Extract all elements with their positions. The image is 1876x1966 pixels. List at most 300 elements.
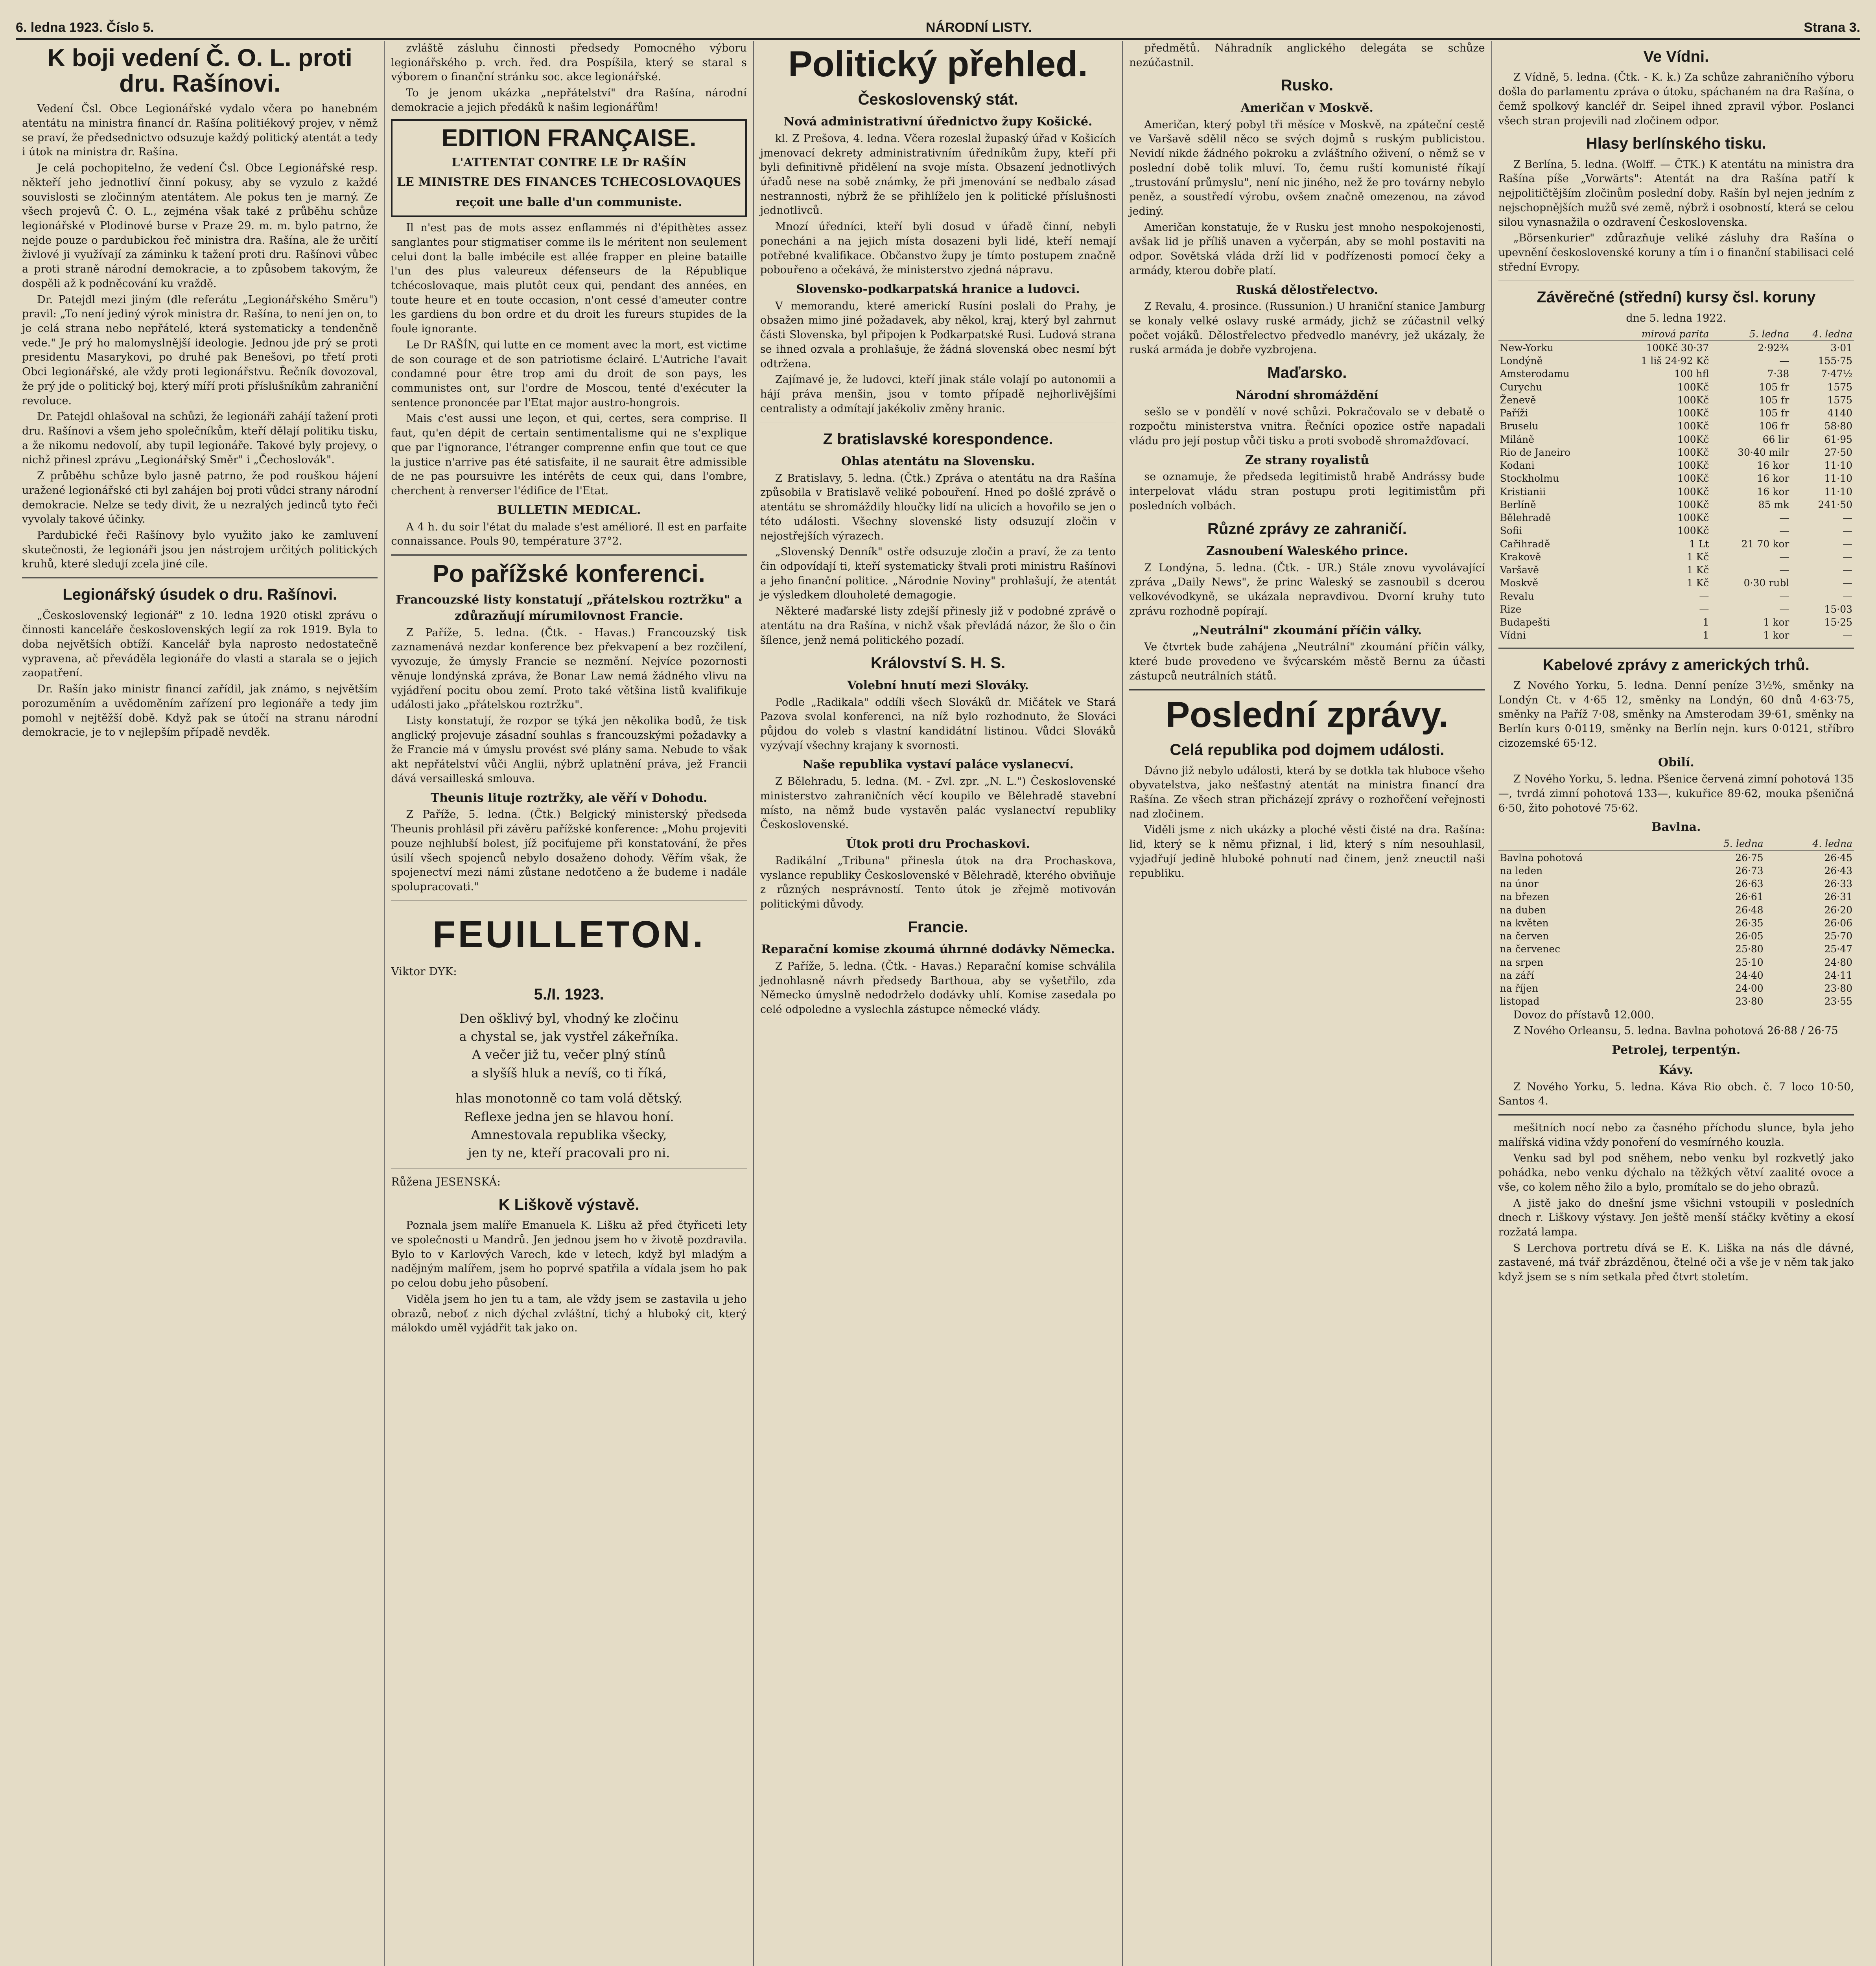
table-cell: — <box>1779 512 1789 524</box>
section-heading: Království S. H. S. <box>870 654 1006 672</box>
table-row <box>1498 890 1854 903</box>
page-number: Strana 3. <box>1804 20 1860 35</box>
table-cell: 1 Lt <box>1689 538 1709 550</box>
column-4 <box>1122 41 1491 1966</box>
table-cell: Bruselu <box>1500 420 1539 432</box>
headline-cool: K boji vedení Č. O. L. proti dru. Rašínovi. <box>47 44 352 98</box>
table-cell: na červen <box>1500 930 1549 942</box>
table-row <box>1498 576 1854 589</box>
table-cell: 26·20 <box>1824 904 1853 916</box>
table-cell: na říjen <box>1500 983 1539 994</box>
article-subheading: „Neutrální" zkoumání příčin války. <box>1192 623 1422 637</box>
table-cell: Curychu <box>1500 381 1542 393</box>
article-paragraph: Z Berlína, 5. ledna. (Wolff. — ČTK.) K atentátu na ministra dra Rašína píše „Vorwärts": Atentát na dra Rašína patří k nejpolitičtějším zločinům poslední doby. Rašín byl nejen jedním z nejschopnějších mužů své země, nýbrž i osobností, která se celou silou vynasnažila o ozdravení Československa. <box>1498 158 1854 228</box>
table-cell: New-Yorku <box>1500 342 1554 353</box>
table-cell: 24·11 <box>1824 969 1853 981</box>
latest-news-headline: Poslední zprávy. <box>1165 694 1449 735</box>
table-header-cell: 4. ledna <box>1765 837 1854 850</box>
article-subheading: Národní shromáždění <box>1235 388 1379 402</box>
article-subheading: Ruská dělostřelectvo. <box>1236 283 1378 297</box>
table-cell: 23·80 <box>1735 996 1764 1007</box>
table-cell: 26·06 <box>1824 917 1853 929</box>
article-paragraph: Pardubické řeči Rašínovy bylo využito jako ke zamluvení skutečnosti, že legionáři jsou jen nástrojem určitých politických kruhů, které sledují zcela jiné cíle. <box>22 529 378 571</box>
exchange-date: dne 5. ledna 1922. <box>1626 312 1727 324</box>
article-subheading: Reparační komise zkoumá úhrnné dodávky Německa. <box>761 943 1115 957</box>
table-cell: 100Kč <box>1677 433 1709 445</box>
table-row <box>1498 485 1854 498</box>
article-paragraph: Ve čtvrtek bude zahájena „Neutrální" zkoumání příčin války, které bude provedeno ve švýcarském městě Bernu za účasti zástupců neutrálních států. <box>1129 641 1485 682</box>
table-cell: 1 Kč <box>1686 577 1709 589</box>
table-row <box>1498 420 1854 433</box>
article-paragraph: mešitních nocí nebo za časného příchodu slunce, byla jeho malířská vidina vždy ponoření do vesmírného kouzla. <box>1498 1121 1854 1149</box>
table-cell: Vídni <box>1500 630 1526 641</box>
table-cell: 11·10 <box>1824 460 1853 471</box>
table-cell: 7·47½ <box>1821 368 1853 380</box>
table-row <box>1498 603 1854 616</box>
column-5 <box>1491 41 1860 1966</box>
table-cell: 106 fr <box>1759 420 1789 432</box>
article-subheading: Obilí. <box>1658 755 1694 769</box>
table-cell: na únor <box>1500 878 1539 889</box>
article-paragraph: Z Bratislavy, 5. ledna. (Čtk.) Zpráva o atentátu na dra Rašína způsobila v Bratislavě veliké pobouření. Hned po došlé zprávě o atentátu se shromáždily hloučky lidí na ulicích a hovořilo se jen o této události. Všechny slovenské listy odsuzují zločin v nejostřejších výrazech. <box>760 472 1116 542</box>
table-cell: — <box>1779 603 1789 615</box>
table-cell: Bělehradě <box>1500 512 1551 524</box>
poem-title: 5./I. 1923. <box>534 986 604 1003</box>
article-paragraph: Viděla jsem ho jen tu a tam, ale vždy jsem se zastavila u jeho obrazů, neboť z nich dýchal zvláštní, tichý a hluboký cit, který málokdo uměl vyjádřit tak jako on. <box>391 1293 747 1335</box>
column-1 <box>16 41 384 1966</box>
table-cell: 58·80 <box>1824 420 1853 432</box>
table-cell: 26·35 <box>1735 917 1764 929</box>
edition-subheading: LE MINISTRE DES FINANCES TCHECOSLOVAQUES <box>396 175 741 190</box>
table-cell: na červenec <box>1500 943 1561 955</box>
table-row <box>1498 995 1854 1008</box>
table-row <box>1498 956 1854 969</box>
table-cell: na březen <box>1500 891 1550 903</box>
table-cell: 23·55 <box>1824 996 1853 1007</box>
article-paragraph: Radikální „Tribuna" přinesla útok na dra Prochaskova, vyslance republiky Československé v Bělehradě, kterého obviňuje z různých nesprávností. Tento útok je zřejmě motivován politickými důvody. <box>760 854 1116 911</box>
table-row <box>1498 511 1854 524</box>
article-paragraph: Il n'est pas de mots assez enflammés ni d'épithètes assez sanglantes pour stigmatiser comme ils le méritent non seulement celui dont la balle imbécile est allée frapper en pleine bataille l'un des plus valeureux défenseurs de la République tchécoslovaque, mais plutôt ceux qui, pendant des années, en toute heure et en toute occasion, n'ont cessé d'ameuter contre les gardiens du bon ordre et du droit les fureurs stupides de la foule ignorante. <box>391 222 747 335</box>
table-cell: 15·03 <box>1824 603 1853 615</box>
author-byline: Viktor DYK: <box>391 965 457 978</box>
table-cell: 16 kor <box>1757 473 1789 484</box>
table-cell: 4140 <box>1827 407 1853 419</box>
article-paragraph: Le Dr RAŠÍN, qui lutte en ce moment avec la mort, est victime de son courage et de son patriotisme éclairé. L'Autriche l'avait condamné pour être trop ami du droit de son pays, les communistes ont, sur l'ordre de Moscou, tenté d'exécuter la sentence prononcée par l'Etat major austro-hongrois. <box>391 339 747 409</box>
table-header-cell: mirová parita <box>1606 328 1710 341</box>
table-cell: 0·30 rubl <box>1743 577 1789 589</box>
table-cell: 100Kč <box>1677 446 1709 458</box>
section-heading: Maďarsko. <box>1267 364 1347 382</box>
table-cell: — <box>1699 603 1709 615</box>
table-row <box>1498 616 1854 629</box>
article-paragraph: To je jenom ukázka „nepřátelství" dra Rašína, národní demokracie a jejich předáků k našim legionářům! <box>391 87 747 114</box>
table-cell: — <box>1779 551 1789 563</box>
article-paragraph: „Československý legionář" z 10. ledna 1920 otiskl zprávu o činnosti kanceláře československých legií za rok 1919. Byla to doba největších obtíží. Kancelář byla naprosto nedostatečně vypravena, ač převáděla legionáře do vlasti a starala se o jejich zaopatření. <box>22 609 378 679</box>
table-row <box>1498 629 1854 642</box>
divider <box>22 577 378 578</box>
poem-line: a slyšíš hluk a nevíš, co ti říká, <box>471 1065 667 1081</box>
article-paragraph: Vedení Čsl. Obce Legionářské vydalo včera po hanebném atentátu na ministra financí dr. Rašína politiékový projev, v němž se praví, že předsednictvo odsuzuje každý politický atentát a tedy i útok na ministra dr. Rašína. <box>22 103 378 158</box>
table-row <box>1498 590 1854 603</box>
article-paragraph: Z Vídně, 5. ledna. (Čtk. - K. k.) Za schůze zahraničního výboru došla do parlamentu zpráva o útoku, spáchaném na dra Rašína, o čemž spolkový kancléř dr. Seipel ihned zpravil výbor. Poslanci všech stran projevili nad zločinem odpor. <box>1498 71 1854 127</box>
table-row <box>1498 851 1854 864</box>
edition-subheading: L'ATTENTAT CONTRE LE Dr RAŠÍN <box>451 155 687 169</box>
feuilleton-heading: FEUILLETON. <box>432 913 706 955</box>
article-subheading: Ze strany royalistů <box>1245 453 1369 467</box>
table-row <box>1498 904 1854 917</box>
table-cell: Revalu <box>1500 590 1534 602</box>
article-paragraph: Poznala jsem malíře Emanuela K. Lišku až před čtyřiceti lety ve společnosti u Mandrů. Jen jednou jsem ho v životě pozdravila. Bylo to v Karlových Varech, kde v letech, když byl mladým a nadějným malířem, jsem ho poprvé spatřila a vídala jsem ho pak po celou dobu jeho působení. <box>391 1219 747 1290</box>
table-row <box>1498 341 1854 354</box>
table-cell: — <box>1843 512 1853 524</box>
table-cell: 24·40 <box>1735 969 1764 981</box>
table-cell: 11·10 <box>1824 473 1853 484</box>
table-cell: 1 <box>1703 630 1709 641</box>
article-paragraph: Dovoz do přístavů 12.000. <box>1513 1009 1654 1021</box>
article-paragraph: Z Paříže, 5. ledna. (Čtk.) Belgický ministerský předseda Theunis prohlásil při závěru pařížské konference: „Mohu projeviti pouze nejhlubší bolest, jíž pociťujeme při konstatování, že přes úsilí všech spojenců nebylo dosaženo dohody. Věřím však, že spojenectví mezi námi zůstane nedotčeno a že budeme i nadále spolupracovati." <box>391 808 747 893</box>
divider <box>760 422 1116 423</box>
table-cell: na září <box>1500 969 1534 981</box>
table-cell: 1 kor <box>1763 617 1789 628</box>
section-heading: Různé zprávy ze zahraničí. <box>1207 520 1407 538</box>
table-cell: Krakově <box>1500 551 1541 563</box>
article-paragraph: V memorandu, které americkí Rusíni poslali do Prahy, je obsažen mimo jiné požadavek, aby někol, kraj, který byl zahrnut části Slovenska, byl připojen k Podkarpatské Rusi. Ludová strana se ihned ozvala a prohlašuje, že žádná slovenská obec nesmí být odtržena. <box>760 300 1116 370</box>
article-paragraph: Některé maďarské listy zdejší přinesly již v podobné zprávě o atentátu na dra Rašína, v nichž však převládá názor, že šlo o čin šílence, jenž nemá politického pozadí. <box>760 605 1116 646</box>
table-row <box>1498 433 1854 446</box>
table-row <box>1498 943 1854 955</box>
article-paragraph: Z Paříže, 5. ledna. (Čtk. - Havas.) Reparační komise schválila jednohlasně návrh předsedy Barthoua, aby se vyšetřilo, zda Německo úmyslně nedodrželo dodávky uhlí. Komise zasedala po celé odpoledne a vyslechla zástupce německé vlády. <box>760 960 1116 1016</box>
table-cell: Moskvě <box>1500 577 1539 589</box>
article-paragraph: předmětů. Náhradník anglického delegáta se schůze nezúčastnil. <box>1129 42 1485 69</box>
article-paragraph: „Börsenkurier" zdůrazňuje veliké zásluhy dra Rašína o upevnění československé koruny a tím i o finanční stabilisaci celé střední Evropy. <box>1498 232 1854 273</box>
article-paragraph: Z Nového Yorku, 5. ledna. Denní peníze 3½%, směnky na Londýn Ct. v 4·65 12, směnky na Londýn, 60 dnů 4·63·75, směnky na Paříž 7·08, směnky na Amsterodam 39·61, směnky na Berlín kurs 0·0119, směnky na Berlín nejn. kurs 0·0121, stříbro cizozemské 65·12. <box>1498 679 1854 749</box>
table-cell: 27·50 <box>1824 446 1853 458</box>
table-cell: Kristianii <box>1500 486 1546 497</box>
divider <box>391 1168 746 1169</box>
section-heading: Hlasy berlínského tisku. <box>1586 135 1766 153</box>
table-row <box>1498 381 1854 394</box>
masthead <box>16 8 1860 40</box>
table-row <box>1498 354 1854 367</box>
table-cell: na květen <box>1500 917 1549 929</box>
table-cell: 100Kč <box>1677 486 1709 497</box>
table-cell: 26·05 <box>1735 930 1764 942</box>
table-cell: 1 <box>1703 617 1709 628</box>
issue-date: 6. ledna 1923. Číslo 5. <box>16 20 154 35</box>
article-paragraph: Z Bělehradu, 5. ledna. (M. - Zvl. zpr. „N. L.") Československé ministerstvo zahraničních věcí koupilo ve Bělehradě stavební místo, na němž bude vystavěn palác vyslanectví republiky Československé. <box>760 775 1116 831</box>
edition-subheading: reçoit une balle d'un communiste. <box>455 195 682 210</box>
table-cell: 24·80 <box>1824 956 1853 968</box>
cotton-table <box>1498 837 1854 1008</box>
table-cell: — <box>1779 590 1789 602</box>
table-cell: 100Kč <box>1677 473 1709 484</box>
table-cell: 85 mk <box>1758 499 1789 510</box>
article-paragraph: Američan konstatuje, že v Rusku jest mnoho nespokojenosti, avšak lid je příliš unaven a vyčerpán, aby se mohl postaviti na odpor. Sovětská vláda drží lid v podřízenosti pomocí čeky a armády, kterou dobře platí. <box>1129 221 1485 277</box>
table-cell: 26·48 <box>1735 904 1764 916</box>
article-paragraph: S Lerchova portretu dívá se E. K. Liška na nás dle dávné, zastavené, má tvář zbrázděnou, čtelné oči a vše je v něm tak jako když jsem se s ním setkala před čtvrt stoletím. <box>1498 1242 1854 1283</box>
poem <box>391 1009 746 1162</box>
table-cell: 100Kč <box>1677 394 1709 406</box>
article-paragraph: Z Londýna, 5. ledna. (Čtk. - UR.) Stále znovu vyvolávající zpráva „Daily News", že princ Waleský se zasnoubil s dcerou velkovévodkyně, se ukázala nepravdivou. Dvorní kruhy tuto zprávu rozhodně popírají. <box>1129 561 1485 617</box>
table-cell: — <box>1843 564 1853 576</box>
author-byline: Růžena JESENSKÁ: <box>391 1175 501 1188</box>
table-cell: Berlíně <box>1500 499 1536 510</box>
article-subheading: Petrolej, terpentýn. <box>1612 1043 1741 1057</box>
table-cell: — <box>1699 590 1709 602</box>
table-cell: 2·92¾ <box>1758 342 1789 353</box>
article-subheading: Bavlna. <box>1651 820 1701 834</box>
table-cell: 3·01 <box>1830 342 1853 353</box>
table-cell: Miláně <box>1500 433 1535 445</box>
newspaper-title: NÁRODNÍ LISTY. <box>925 20 1032 35</box>
poem-line: Amnestovala republika všecky, <box>471 1127 667 1143</box>
table-cell: 24·00 <box>1735 983 1764 994</box>
article-paragraph: Dávno již nebylo události, která by se dotkla tak hluboce všeho obyvatelstva, jako nešťastný atentát na ministra financí dra Rašína. Ze všech stran přicházejí zprávy o rozhořčení veřejnosti nad zločinem. <box>1129 764 1485 820</box>
bulletin-heading: BULLETIN MEDICAL. <box>497 503 641 517</box>
table-row <box>1498 394 1854 407</box>
divider <box>391 900 746 901</box>
table-cell: 26·61 <box>1735 891 1764 903</box>
table-row <box>1498 969 1854 982</box>
table-cell: Ženevě <box>1500 394 1536 406</box>
table-cell: 100Kč 30·37 <box>1646 342 1709 353</box>
article-paragraph: Z Nového Yorku, 5. ledna. Pšenice červená zimní pohotová 135—, tvrdá zimní pohotová 133—, kukuřice 89·62, mouka pšeničná 6·50, žito pohotové 75·62. <box>1498 773 1854 814</box>
table-row <box>1498 498 1854 511</box>
table-cell: 66 lir <box>1762 433 1789 445</box>
table-row <box>1498 367 1854 380</box>
section-heading: Československý stát. <box>858 90 1018 108</box>
article-subheading: Američan v Moskvě. <box>1240 101 1373 115</box>
table-cell: na duben <box>1500 904 1546 916</box>
article-paragraph: Dr. Patejdl mezi jiným (dle referátu „Legionářského Směru") pravil: „To není jediný výrok ministra dr. Rašína, to není jen on, to je celá strana nebo nepřátelé, která systematicky a tendenčně vede." Je prý ho malomyslnější ideologie. Jednou jde prý se proti presidentu Masarykovi, po druhé pak Benešovi, po třetí proti Obci legionářské, ale vždy proti legionářstvu. Řečník dovozoval, že prý jde o politický boj, který míří proti příslušníkům zahraniční revoluce. <box>22 293 378 407</box>
divider <box>1129 689 1485 690</box>
table-cell: 100Kč <box>1677 525 1709 537</box>
table-cell: 100Kč <box>1677 499 1709 510</box>
poem-line: a chystal se, jak vystřel zákeřníka. <box>459 1029 679 1044</box>
article-subheading: Kávy. <box>1659 1063 1694 1077</box>
table-cell: 11·10 <box>1824 486 1853 497</box>
table-cell: 26·31 <box>1824 891 1853 903</box>
table-cell: 23·80 <box>1824 983 1853 994</box>
table-cell: — <box>1843 577 1853 589</box>
table-row <box>1498 524 1854 537</box>
table-cell: 25·80 <box>1735 943 1764 955</box>
table-cell: 61·95 <box>1824 433 1853 445</box>
table-cell: — <box>1779 525 1789 537</box>
section-heading: Celá republika pod dojmem události. <box>1170 741 1445 759</box>
poem-line: jen ty ne, kteří pracovali pro ni. <box>468 1145 670 1161</box>
table-cell: 1 Kč <box>1686 551 1709 563</box>
table-cell: 100Kč <box>1677 420 1709 432</box>
table-cell: — <box>1843 630 1853 641</box>
table-header-cell <box>1498 837 1676 850</box>
table-cell: 25·47 <box>1824 943 1853 955</box>
poem-line: A večer již tu, večer plný stínů <box>472 1047 666 1062</box>
article-paragraph: se oznamuje, že předseda legitimistů hrabě Andrássy bude interpelovat vládu stran postupu proti legitimistům při posledních volbách. <box>1129 471 1485 512</box>
article-subheading: Naše republika vystaví paláce vyslanecví. <box>802 758 1074 772</box>
article-subheading: Nová administrativní úřednictvo župy Košické. <box>783 114 1093 129</box>
table-cell: 1 kor <box>1763 630 1789 641</box>
column-2 <box>384 41 753 1966</box>
table-cell: Amsterodamu <box>1500 368 1570 380</box>
table-cell: 105 fr <box>1759 407 1789 419</box>
table-cell: na srpen <box>1500 956 1544 968</box>
article-paragraph: Viděli jsme z nich ukázky a ploché věsti čisté na dra. Rašína: lid, který se k němu přiznal, i lid, který s ním nesouhlasil, vyjadřují jedině hluboké pohnutí nad činem, jenž zneuctil naši republiku. <box>1129 824 1485 880</box>
table-cell: — <box>1843 538 1853 550</box>
table-row <box>1498 982 1854 995</box>
article-paragraph: zvláště zásluhu činnosti předsedy Pomocného výboru legionářského p. vrch. řed. dra Pospíšila, který se staral s výborem o finanční stránku soc. akce legionářské. <box>391 42 747 83</box>
table-cell: — <box>1843 525 1853 537</box>
article-subheading: Zasnoubení Waleského prince. <box>1206 544 1408 558</box>
table-cell: — <box>1843 590 1853 602</box>
article-paragraph: Z Revalu, 4. prosince. (Russunion.) U hraniční stanice Jamburg se konaly velké oslavy ruské armády, jichž se zúčastnil velký počet vojáků. Dělostřelectvo předvedlo manévry, jež ukázaly, že ruská armáda je dobře vyzbrojena. <box>1129 300 1485 356</box>
table-header-cell <box>1498 328 1607 341</box>
table-cell: 1 Kč <box>1686 564 1709 576</box>
article-paragraph: Podle „Radikala" oddíli všech Slováků dr. Mičátek ve Stará Pazova svolal konferenci, na níž bylo rozhodnuto, že Slováci půjdou do voleb s vlastní kandidátní listinou. Vůdci Slováků vyzývají všechny krajany k svornosti. <box>760 696 1116 752</box>
table-row <box>1498 550 1854 563</box>
columns <box>16 41 1860 1966</box>
article-paragraph: A 4 h. du soir l'état du malade s'est amélioré. Il est en parfaite connaissance. Pouls 90, température 37°2. <box>391 521 747 548</box>
column-3 <box>753 41 1122 1966</box>
article-subheading: Útok proti dru Prochaskovi. <box>846 837 1030 851</box>
table-row <box>1498 930 1854 943</box>
table-row <box>1498 864 1854 877</box>
table-cell: 25·10 <box>1735 956 1764 968</box>
table-cell: Bavlna pohotová <box>1500 852 1583 863</box>
section-heading: Z bratislavské korespondence. <box>823 430 1053 448</box>
table-row <box>1498 472 1854 485</box>
table-cell: 26·75 <box>1735 852 1764 863</box>
table-cell: 100Kč <box>1677 512 1709 524</box>
table-cell: Budapešti <box>1500 617 1550 628</box>
article-paragraph: sešlo se v pondělí v nové schůzi. Pokračovalo se v debatě o rozpočtu ministerstva vnitra. Řečníci opozice ostře napadali vládu pro její postup vůči tisku a proti svobodě shromažďovací. <box>1129 406 1485 447</box>
table-cell: 1575 <box>1827 394 1853 406</box>
poem-line: hlas monotonně co tam volá dětský. <box>455 1091 683 1106</box>
divider <box>1498 280 1854 281</box>
table-cell: 26·33 <box>1824 878 1853 889</box>
political-overview-headline: Politický přehled. <box>788 44 1088 84</box>
table-cell: — <box>1779 355 1789 367</box>
table-row <box>1498 407 1854 420</box>
table-row <box>1498 459 1854 472</box>
table-cell: listopad <box>1500 996 1540 1007</box>
table-cell: 100Kč <box>1677 460 1709 471</box>
exchange-rate-table <box>1498 328 1854 642</box>
article-title: K Liškově výstavě. <box>498 1196 639 1213</box>
poem-line: Reflexe jedna jen se hlavou honí. <box>464 1109 674 1124</box>
table-cell: 15·25 <box>1824 617 1853 628</box>
table-cell: 26·43 <box>1824 865 1853 876</box>
table-row <box>1498 917 1854 930</box>
table-cell: 105 fr <box>1759 394 1789 406</box>
table-cell: 1 liš 24·92 Kč <box>1641 355 1709 367</box>
article-paragraph: „Slovenský Denník" ostře odsuzuje zločin a praví, že za tento čin odpovídají ti, kteří systematicky štvali proti ministru Rašínovi a jeho finanční politice. „Národnie Noviny" prohlašují, že atentát je výsledkem dlouholeté demagogie. <box>760 546 1116 602</box>
table-cell: 26·73 <box>1735 865 1764 876</box>
article-paragraph: Američan, který pobyl tři měsíce v Moskvě, na zpáteční cestě ve Varšavě sdělil něco se svých dojmů s ruským publicistou. Nevidí nikde žádného pokroku a zvláštního oživení, o němž se v poslední době tolik mluví. To, čemu ruští komunisté říkají „trustování průmyslu", není nic jiného, než že pro továrny nebylo peněz, a soustředí výrobu, ovšem značně omezenou, na závod jediný. <box>1129 118 1485 217</box>
edition-heading: EDITION FRANÇAISE. <box>441 124 697 152</box>
divider <box>391 554 746 556</box>
section-heading: Ve Vídni. <box>1643 48 1709 65</box>
table-cell: Paříži <box>1500 407 1528 419</box>
article-subheading: Slovensko-podkarpatská hranice a ludovci. <box>796 282 1080 296</box>
table-cell: Kodani <box>1500 460 1535 471</box>
table-cell: Varšavě <box>1500 564 1539 576</box>
table-cell: Sofii <box>1500 525 1522 537</box>
table-cell: 25·70 <box>1824 930 1853 942</box>
table-cell: 100Kč <box>1677 407 1709 419</box>
article-paragraph: Dr. Rašín jako ministr financí zařídil, jak známo, s největším porozuměním a uvědoměním zařízení pro legionáře a tedy jim pomohl v nejtěžší době. Když pak se útočí na stranu národní demokracie, je to v nejlepším případě nevděk. <box>22 683 378 739</box>
divider <box>1498 1114 1854 1116</box>
article-paragraph: Z Paříže, 5. ledna. (Čtk. - Havas.) Francouzský tisk zaznamenává nezdar konference bez překvapení a bez rozčilení, vyvozuje, že úmysly Francie se nezmění. Nejvíce pozornosti věnuje londýnská zpráva, že Bonar Law nemá žádného vlivu na vyjádření pocitu obou zemí. Proto také většina listů kvalifikuje události jako „přátelskou roztržku". <box>391 626 747 711</box>
table-cell: 21 70 kor <box>1741 538 1789 550</box>
table-cell: Londýně <box>1500 355 1543 367</box>
article-paragraph: Zajímavé je, že ludovci, kteří jinak stále volají po autonomii a hájí práva menšin, jsou v tomto případě nejhorlivějšími centralisty a odmítají jakékoliv změny hranic. <box>760 374 1116 415</box>
table-cell: na leden <box>1500 865 1543 876</box>
table-cell: 105 fr <box>1759 381 1789 393</box>
divider <box>1498 648 1854 649</box>
conference-subheading: Francouzské listy konstatují „přátelskou roztržku" a zdůrazňují mírumilovnost Francie. <box>396 593 742 623</box>
table-row <box>1498 563 1854 576</box>
table-cell: 100 hfl <box>1674 368 1709 380</box>
article-paragraph: Z Nového Yorku, 5. ledna. Káva Rio obch. č. 7 loco 10·50, Santos 4. <box>1498 1081 1854 1108</box>
table-row <box>1498 446 1854 459</box>
section-heading: Legionářský úsudek o dru. Rašínovi. <box>63 586 337 604</box>
article-paragraph: Listy konstatují, že rozpor se týká jen několika bodů, že tisk anglický projevuje zásadní souhlas s francouzskými požadavky a že Francie má v úmyslu provést své plány sama. Nebude to však akt nepřátelství vůči Anglii, nýbrž uplatnění práva, jež Francii dává versailleská smlouva. <box>391 714 747 785</box>
table-cell: 16 kor <box>1757 486 1789 497</box>
article-paragraph: Z Nového Orleansu, 5. ledna. Bavlna pohotová 26·88 / 26·75 <box>1513 1025 1838 1037</box>
table-cell: Stockholmu <box>1500 473 1559 484</box>
table-cell: 7·38 <box>1767 368 1789 380</box>
table-cell: 155·75 <box>1818 355 1853 367</box>
table-cell: 30·40 milr <box>1738 446 1789 458</box>
table-cell: Rio de Janeiro <box>1500 446 1571 458</box>
table-cell: — <box>1779 564 1789 576</box>
table-row <box>1498 877 1854 890</box>
article-paragraph: Je celá pochopitelno, že vedení Čsl. Obce Legionářské resp. někteří jeho jednotliví činní pokusy, aby se vyzulo z každé souvislosti se zločinným atentátem. Ale pokus ten je marný. Ze všech projevů Č. O. L., zejména však také z průběhu schůze legionářské v Plodinové burse v Praze 29. m. m. bylo patrno, že nejde pouze o pardubickou řeč ministra dra. Rašína, ale že určití živlové ji využívají za záminku k tažení proti dru. Rašínovi vůbec a proti straně národní demokracie, a to způsobem takovým, že dospěli až k podněcování ku vraždě. <box>22 162 378 290</box>
article-paragraph: A jistě jako do dnešní jsme všichni vstoupili v posledních dnech r. Liškovy výstavy. Jen ještě menší stáčky květiny a ekosí rozžatá lampa. <box>1498 1197 1854 1238</box>
table-cell: 26·63 <box>1735 878 1764 889</box>
conference-headline: Po pařížské konferenci. <box>433 560 705 587</box>
edition-francaise-box <box>391 119 746 217</box>
article-paragraph: Venku sad byl pod sněhem, nebo venku byl rozkvetlý jako pohádka, nebo venku dýchalo na těžkých větví zaalité ovoce a vše, co kolem něho žilo a bylo, promítalo se do jeho obrazů. <box>1498 1152 1854 1193</box>
article-paragraph: Z průběhu schůze bylo jasně patrno, že pod rouškou hájení uražené legionářské cti byl zahájen boj proti vůdci strany národní demokracie. Nelze se tedy divit, že u nezralých jedinců tyto řeči vyvolaly takové účinky. <box>22 470 378 526</box>
article-paragraph: kl. Z Prešova, 4. ledna. Včera rozeslal župaský úřad v Košicích jmenovací dekrety administrativním úředníkům župy, kteří při byli definitivně přidělení na svoje místa. Obsazení jednotlivých úřadů nese na sobě známky, že při jmenování se nedbalo zásad nestrannosti, nýbrž že se přihlíželo jen k politické příslušnosti jednotlivců. <box>760 132 1116 217</box>
table-cell: 26·45 <box>1824 852 1853 863</box>
table-cell: 1575 <box>1827 381 1853 393</box>
section-heading: Kabelové zprávy z amerických trhů. <box>1542 656 1810 674</box>
article-subheading: Volební hnutí mezi Slováky. <box>847 678 1029 692</box>
table-cell: — <box>1843 551 1853 563</box>
article-subheading: Ohlas atentátu na Slovensku. <box>841 454 1035 468</box>
article-paragraph: Dr. Patejdl ohlašoval na schůzi, že legionáři zahájí tažení proti dru. Rašínovi a všem jeho společníkům, kteří dělají politiku tisku, a že nikomu nedovolí, aby tupil legionáře. Takové byly projevy, o nichž přinesl zprávu „Legionářský Směr" i „Čechoslovák". <box>22 411 378 466</box>
table-cell: Rize <box>1500 603 1522 615</box>
exchange-rates-heading: Závěrečné (střední) kursy čsl. koruny <box>1537 289 1816 306</box>
table-cell: Cařihradě <box>1500 538 1550 550</box>
article-paragraph: Mnozí úředníci, kteří byli dosud v úřadě činní, nebyli ponecháni a na jejich místa dosazeni byli lidé, kteří nemají potřebné kvalifikace. Občanstvo župy je tímto postupem značně pobouřeno a očekává, že ministerstvo zjedná nápravu. <box>760 221 1116 276</box>
theunis-heading: Theunis lituje roztržky, ale věří v Dohodu. <box>430 791 708 805</box>
table-header-cell: 5. ledna <box>1710 328 1791 341</box>
table-cell: 100Kč <box>1677 381 1709 393</box>
table-header-cell: 5. ledna <box>1676 837 1765 850</box>
table-cell: 241·50 <box>1818 499 1853 510</box>
table-cell: 16 kor <box>1757 460 1789 471</box>
poem-line: Den ošklivý byl, vhodný ke zločinu <box>459 1011 679 1026</box>
section-heading: Francie. <box>908 918 968 936</box>
section-heading: Rusko. <box>1281 77 1334 94</box>
table-row <box>1498 538 1854 550</box>
article-paragraph: Mais c'est aussi une leçon, et qui, certes, sera comprise. Il faut, qu'en dépit de certain sentimentalisme qui ne s'explique que par l'ignorance, l'étranger comprenne enfin que tout ce que la justice n'arrive pas été satisfaite, il ne saurait être admissible de ne pas poursuivre les intérêts de ceux qui, dans l'ombre, cherchent à renverser l'édifice de l'Etat. <box>391 412 747 497</box>
table-header-cell: 4. ledna <box>1791 328 1854 341</box>
